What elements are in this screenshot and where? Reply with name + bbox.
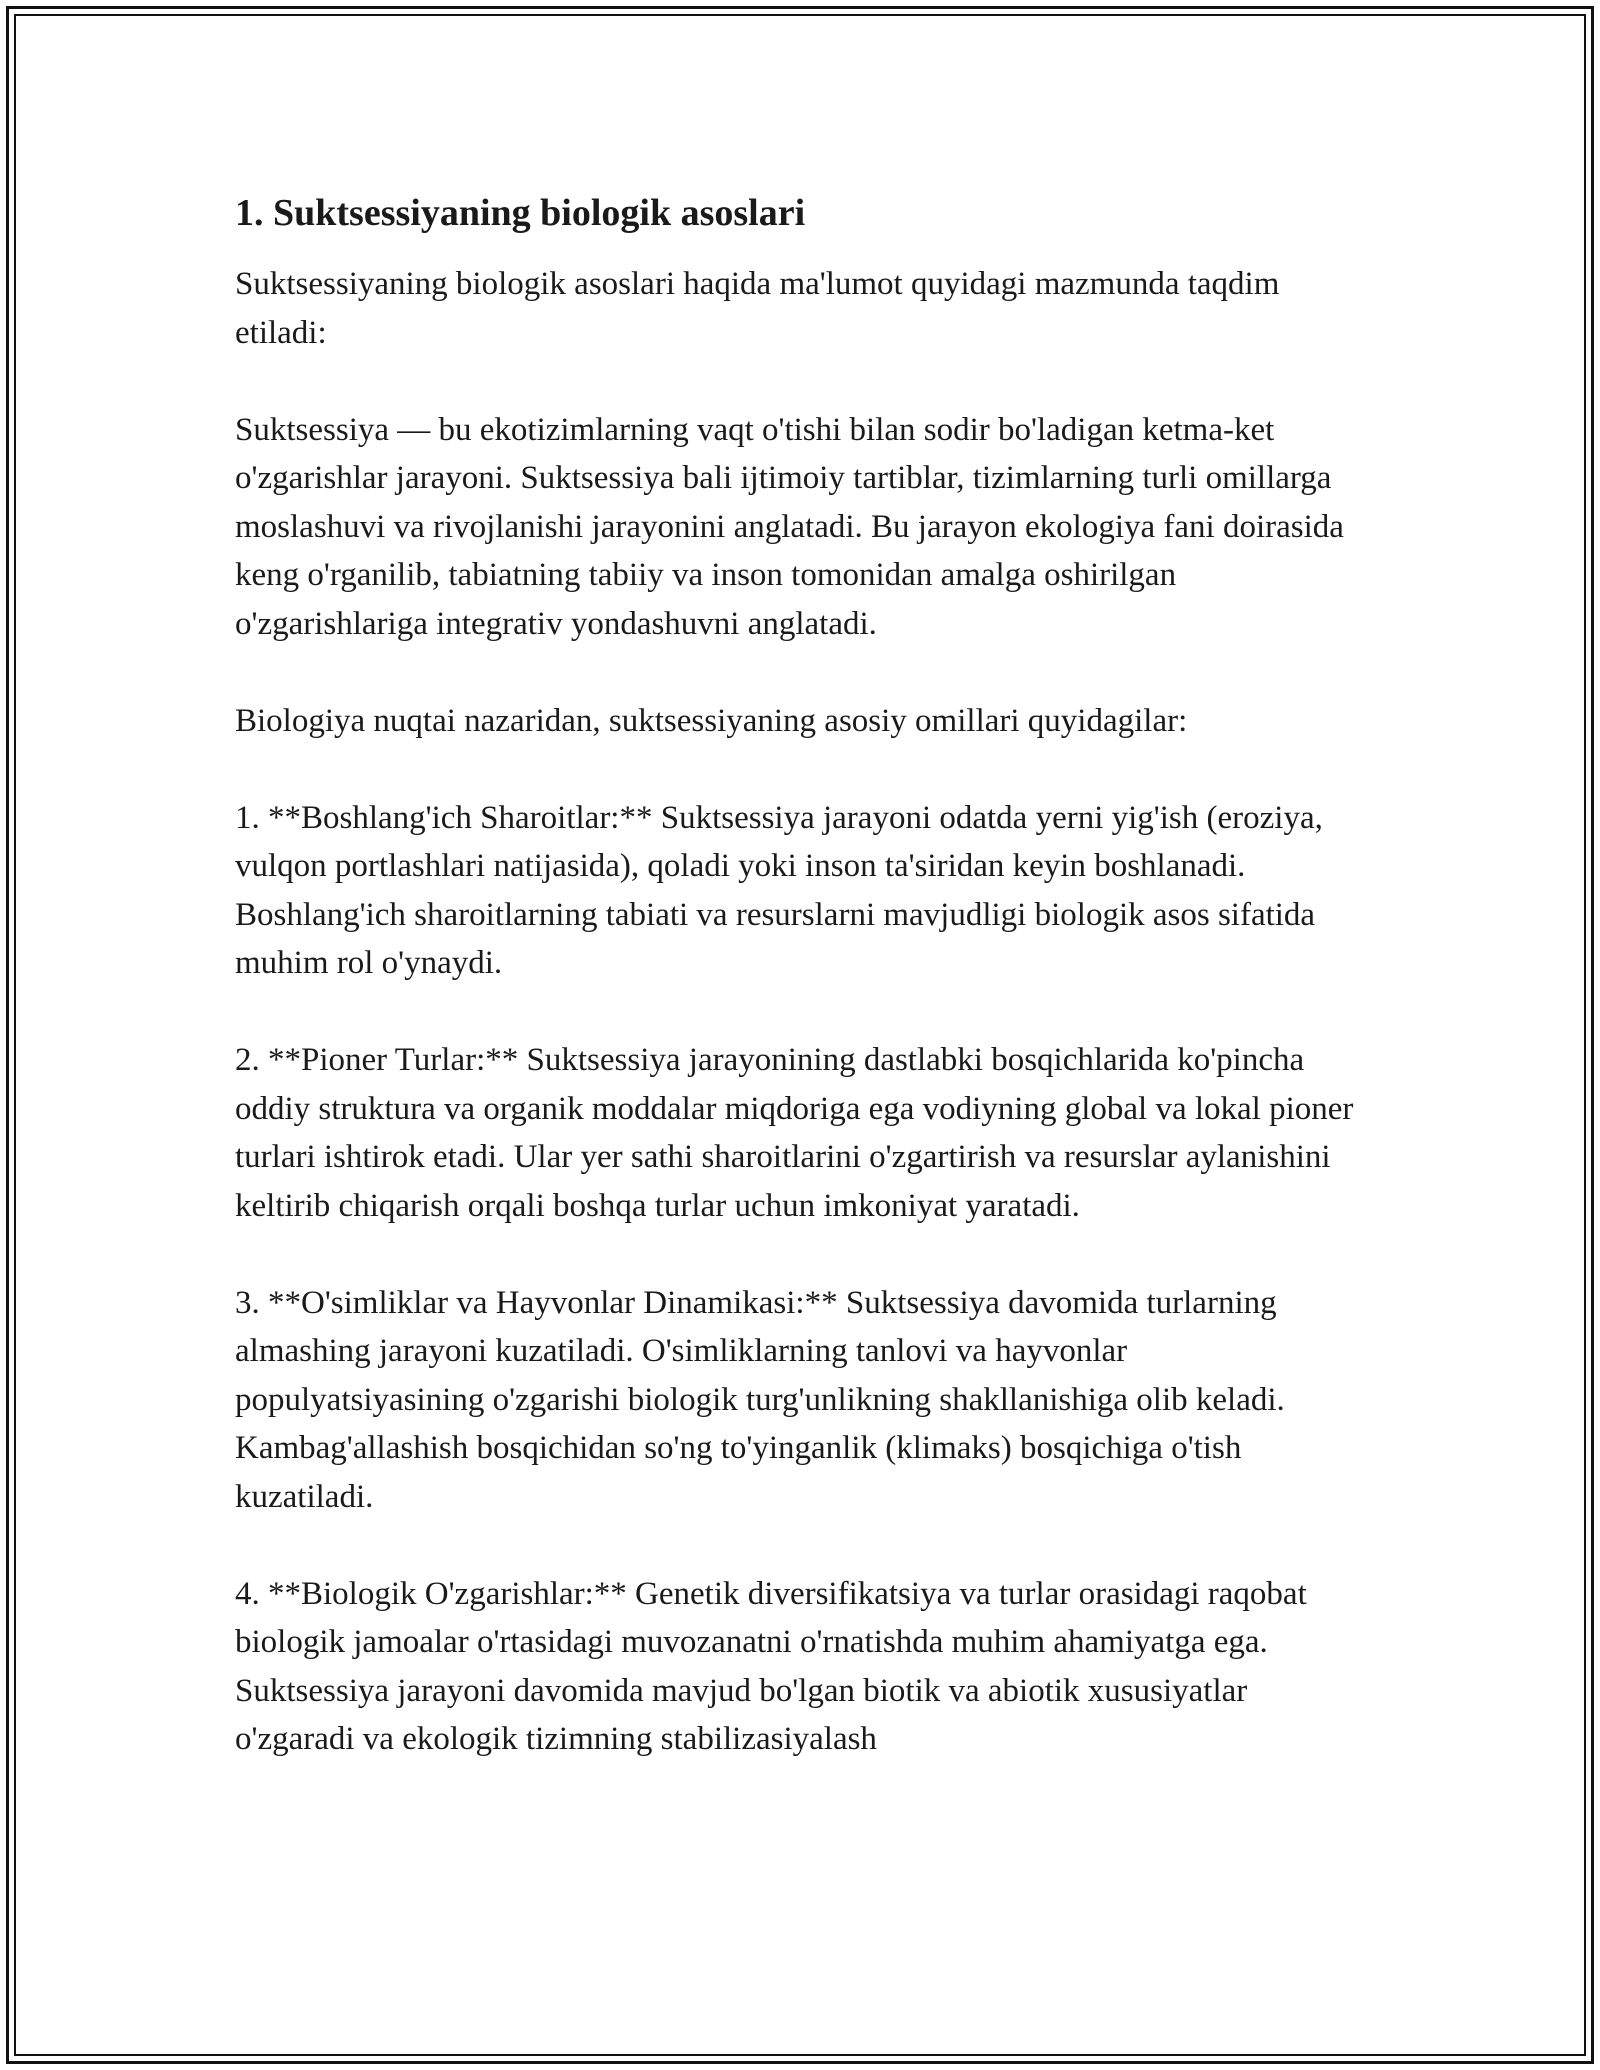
document-body <box>235 186 1375 1764</box>
paragraph-item-3: 3. **O'simliklar va Hayvonlar Dinamikasi:** Suktsessiya davomida turlarning almashing jarayoni kuzatiladi. O'simliklarning tanlovi va hayvonlar populyatsiyasining o'zgarishi biologik turg'unlikning shakllanishiga olib keladi. Kambag'allashish bosqichidan so'ng to'yinganlik (klimaks) bosqichiga o'tish kuzatiladi. <box>235 1284 1285 1515</box>
paragraph-factors-intro: Biologiya nuqtai nazaridan, suktsessiyaning asosiy omillari quyidagilar: <box>235 702 1188 739</box>
paragraph-intro: Suktsessiyaning biologik asoslari haqida ma'lumot quyidagi mazmunda taqdim etiladi: <box>235 266 1280 351</box>
paragraph-item-1: 1. **Boshlang'ich Sharoitlar:** Suktsessiya jarayoni odatda yerni yig'ish (eroziya, vulqon portlashlari natijasida), qoladi yoki inson ta'siridan keyin boshlanadi. Boshlang'ich sharoitlarning tabiati va resurslarni mavjudligi biologik asos sifatida muhim rol o'ynaydi. <box>235 799 1323 981</box>
paragraph-item-4: 4. **Biologik O'zgarishlar:** Genetik diversifikatsiya va turlar orasidagi raqobat biologik jamoalar o'rtasidagi muvozanatni o'rnatishda muhim ahamiyatga ega. Suktsessiya jarayoni davomida mavjud bo'lgan biotik va abiotik xususiyatlar o'zgaradi va ekologik tizimning stabilizasiyalash <box>235 1575 1307 1757</box>
paragraph-item-2: 2. **Pioner Turlar:** Suktsessiya jarayonining dastlabki bosqichlarida ko'pincha oddiy struktura va organik moddalar miqdoriga ega vodiyning global va lokal pioner turlari ishtirok etadi. Ular yer sathi sharoitlarini o'zgartirish va resurslar aylanishini keltirib chiqarish orqali boshqa turlar uchun imkoniyat yaratadi. <box>235 1042 1354 1224</box>
section-heading: 1. Suktsessiyaning biologik asoslari <box>235 192 806 234</box>
paragraph-definition: Suktsessiya — bu ekotizimlarning vaqt o'tishi bilan sodir bo'ladigan ketma-ket o'zgarishlar jarayoni. Suktsessiya bali ijtimoiy tartiblar, tizimlarning turli omillarga moslashuvi va rivojlanishi jarayonini anglatadi. Bu jarayon ekologiya fani doirasida keng o'rganilib, tabiatning tabiiy va inson tomonidan amalga oshirilgan o'zgarishlariga integrativ yondashuvni anglatadi. <box>235 411 1344 642</box>
